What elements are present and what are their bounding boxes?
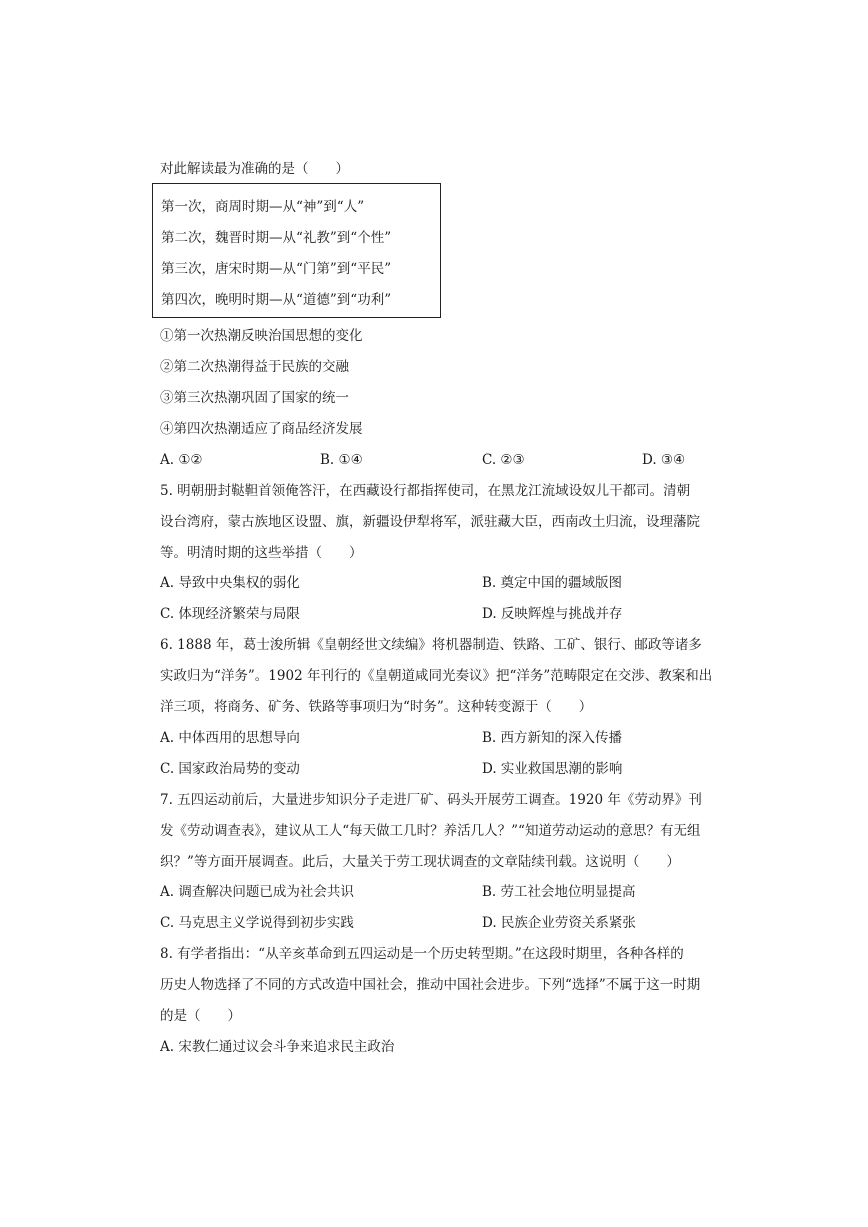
box-line-3: 第三次，唐宋时期—从“门第”到“平民” (161, 261, 392, 277)
q6-options-row-2 (160, 760, 720, 778)
framed-text-box (152, 183, 441, 318)
q6-option-a[interactable]: A. 中体西用的思想导向 (160, 730, 300, 746)
option-c[interactable]: C. ②③ (482, 452, 525, 468)
q7-options-row-2 (160, 914, 720, 932)
q5-option-b[interactable]: B. 奠定中国的疆域版图 (482, 575, 623, 591)
q5-option-c[interactable]: C. 体现经济繁荣与局限 (160, 606, 300, 622)
box-line-1: 第一次，商周时期—从“神”到“人” (161, 199, 365, 215)
q5-text-line-3: 等。明清时期的这些举措（ ） (160, 545, 363, 561)
option-d[interactable]: D. ③④ (642, 452, 686, 468)
statement-2: ②第二次热潮得益于民族的交融 (160, 359, 349, 375)
statement-1: ①第一次热潮反映治国思想的变化 (160, 328, 363, 344)
q7-option-a[interactable]: A. 调查解决问题已成为社会共识 (160, 884, 354, 900)
q6-text-line-3: 洋三项，将商务、矿务、铁路等事项归为“时务”。这种转变源于（ ） (160, 699, 593, 715)
q7-text-line-1: 7. 五四运动前后，大量进步知识分子走进厂矿、码头开展劳工调查。1920 年《劳动界》刊 (160, 792, 702, 808)
q7-options-row-1 (160, 883, 720, 901)
q8-text-line-2: 历史人物选择了不同的方式改造中国社会，推动中国社会进步。下列“选择”不属于这一时期 (160, 977, 701, 993)
q7-text-line-3: 织？”等方面开展调查。此后，大量关于劳工现状调查的文章陆续刊载。这说明（ ） (160, 854, 680, 870)
statement-3: ③第三次热潮巩固了国家的统一 (160, 390, 349, 406)
q5-options-row-2 (160, 605, 720, 623)
q4-options (160, 451, 720, 469)
statement-4: ④第四次热潮适应了商品经济发展 (160, 421, 363, 437)
q7-text-line-2: 发《劳动调查表》，建议从工人“每天做工几时？养活几人？”“知道劳动运动的意思？有无组 (160, 823, 701, 839)
q6-options-row-1 (160, 729, 720, 747)
q5-option-a[interactable]: A. 导致中央集权的弱化 (160, 575, 300, 591)
q5-options-row-1 (160, 574, 720, 592)
q7-option-b[interactable]: B. 劳工社会地位明显提高 (482, 884, 636, 900)
box-line-4: 第四次，晚明时期—从“道德”到“功利” (161, 292, 392, 308)
option-a[interactable]: A. ①② (160, 452, 203, 468)
intro-line: 对此解读最为准确的是（ ） (160, 161, 349, 177)
q7-option-c[interactable]: C. 马克思主义学说得到初步实践 (160, 915, 354, 931)
q6-option-c[interactable]: C. 国家政治局势的变动 (160, 761, 300, 777)
q8-option-a[interactable]: A. 宋教仁通过议会斗争来追求民主政治 (160, 1039, 395, 1055)
q6-text-line-1: 6. 1888 年，葛士浚所辑《皇朝经世文续编》将机器制造、铁路、工矿、银行、邮政等诸多 (160, 637, 702, 653)
q7-option-d[interactable]: D. 民族企业劳资关系紧张 (482, 915, 636, 931)
q8-text-line-3: 的是（ ） (160, 1008, 241, 1024)
q6-text-line-2: 实政归为“洋务”。1902 年刊行的《皇朝道咸同光奏议》把“洋务”范畴限定在交涉、教案和出 (160, 668, 713, 684)
option-b[interactable]: B. ①④ (320, 452, 363, 468)
q8-options-row-1 (160, 1038, 720, 1056)
q6-option-b[interactable]: B. 西方新知的深入传播 (482, 730, 623, 746)
q6-option-d[interactable]: D. 实业救国思潮的影响 (482, 761, 623, 777)
box-line-2: 第二次，魏晋时期—从“礼教”到“个性” (161, 230, 392, 246)
q8-text-line-1: 8. 有学者指出：“从辛亥革命到五四运动是一个历史转型期。”在这段时期里，各种各样的 (160, 946, 684, 962)
q5-text-line-2: 设台湾府，蒙古族地区设盟、旗，新疆设伊犁将军，派驻藏大臣，西南改土归流，设理藩院 (160, 514, 700, 530)
q5-text-line-1: 5. 明朝册封鞑靼首领俺答汗，在西藏设行都指挥使司，在黑龙江流域设奴儿干都司。清朝 (160, 483, 691, 499)
q5-option-d[interactable]: D. 反映辉煌与挑战并存 (482, 606, 623, 622)
